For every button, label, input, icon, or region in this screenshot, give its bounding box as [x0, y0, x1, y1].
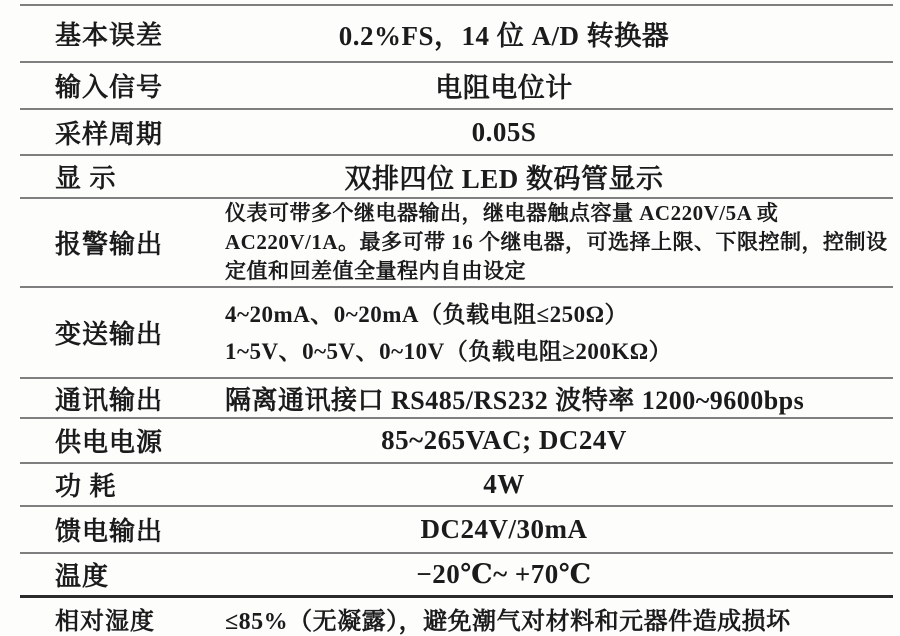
row-label: 馈电输出 — [55, 517, 164, 546]
row-label: 相对湿度 — [55, 609, 155, 635]
table-row-clipped — [20, 595, 893, 635]
row-label: 功 耗 — [55, 472, 117, 501]
row-label: 供电电源 — [55, 428, 164, 457]
row-value: 0.05S — [471, 116, 537, 147]
row-label: 温度 — [55, 562, 110, 591]
table-row — [20, 462, 893, 505]
table-row — [20, 552, 893, 595]
row-value: 4W — [483, 469, 525, 499]
row-value-line: 4~20mA、0~20mA（负载电阻≤250Ω） — [225, 301, 628, 327]
row-label: 通讯输出 — [55, 385, 164, 415]
row-value — [225, 296, 893, 370]
table-row — [20, 108, 893, 154]
row-label: 基本误差 — [55, 21, 164, 50]
row-value: 隔离通讯接口 RS485/RS232 波特率 1200~9600bps — [225, 385, 805, 415]
row-label: 输入信号 — [55, 73, 164, 102]
row-label: 显 示 — [55, 164, 117, 193]
row-value: 85~265VAC; DC24V — [381, 425, 627, 455]
row-value: 0.2%FS，14 位 A/D 转换器 — [338, 21, 670, 51]
row-label: 采样周期 — [55, 119, 164, 149]
row-value: −20℃~ +70℃ — [416, 559, 592, 589]
row-value-line: 1~5V、0~5V、0~10V（负载电阻≥200KΩ） — [225, 338, 673, 364]
table-row — [20, 377, 893, 417]
row-label: 变送输出 — [55, 320, 164, 349]
row-value: 电阻电位计 — [435, 73, 573, 103]
row-value: ≤85%（无凝露），避免潮气对材料和元器件造成损坏 — [225, 609, 791, 635]
table-row — [20, 154, 893, 197]
table-row — [20, 286, 893, 377]
table-row — [20, 61, 893, 108]
row-value: DC24V/30mA — [420, 514, 588, 544]
table-row — [20, 4, 893, 61]
row-label: 报警输出 — [55, 230, 164, 259]
table-row — [20, 417, 893, 462]
table-row — [20, 505, 893, 552]
row-value: 仪表可带多个继电器输出，继电器触点容量 AC220V/5A 或 AC220V/1A。最多可带 16 个继电器，可选择上限、下限控制，控制设定值和回差值全量程内自由设定 — [225, 201, 888, 283]
table-row — [20, 197, 893, 286]
spec-table — [20, 4, 893, 635]
row-value: 双排四位 LED 数码管显示 — [344, 164, 664, 194]
